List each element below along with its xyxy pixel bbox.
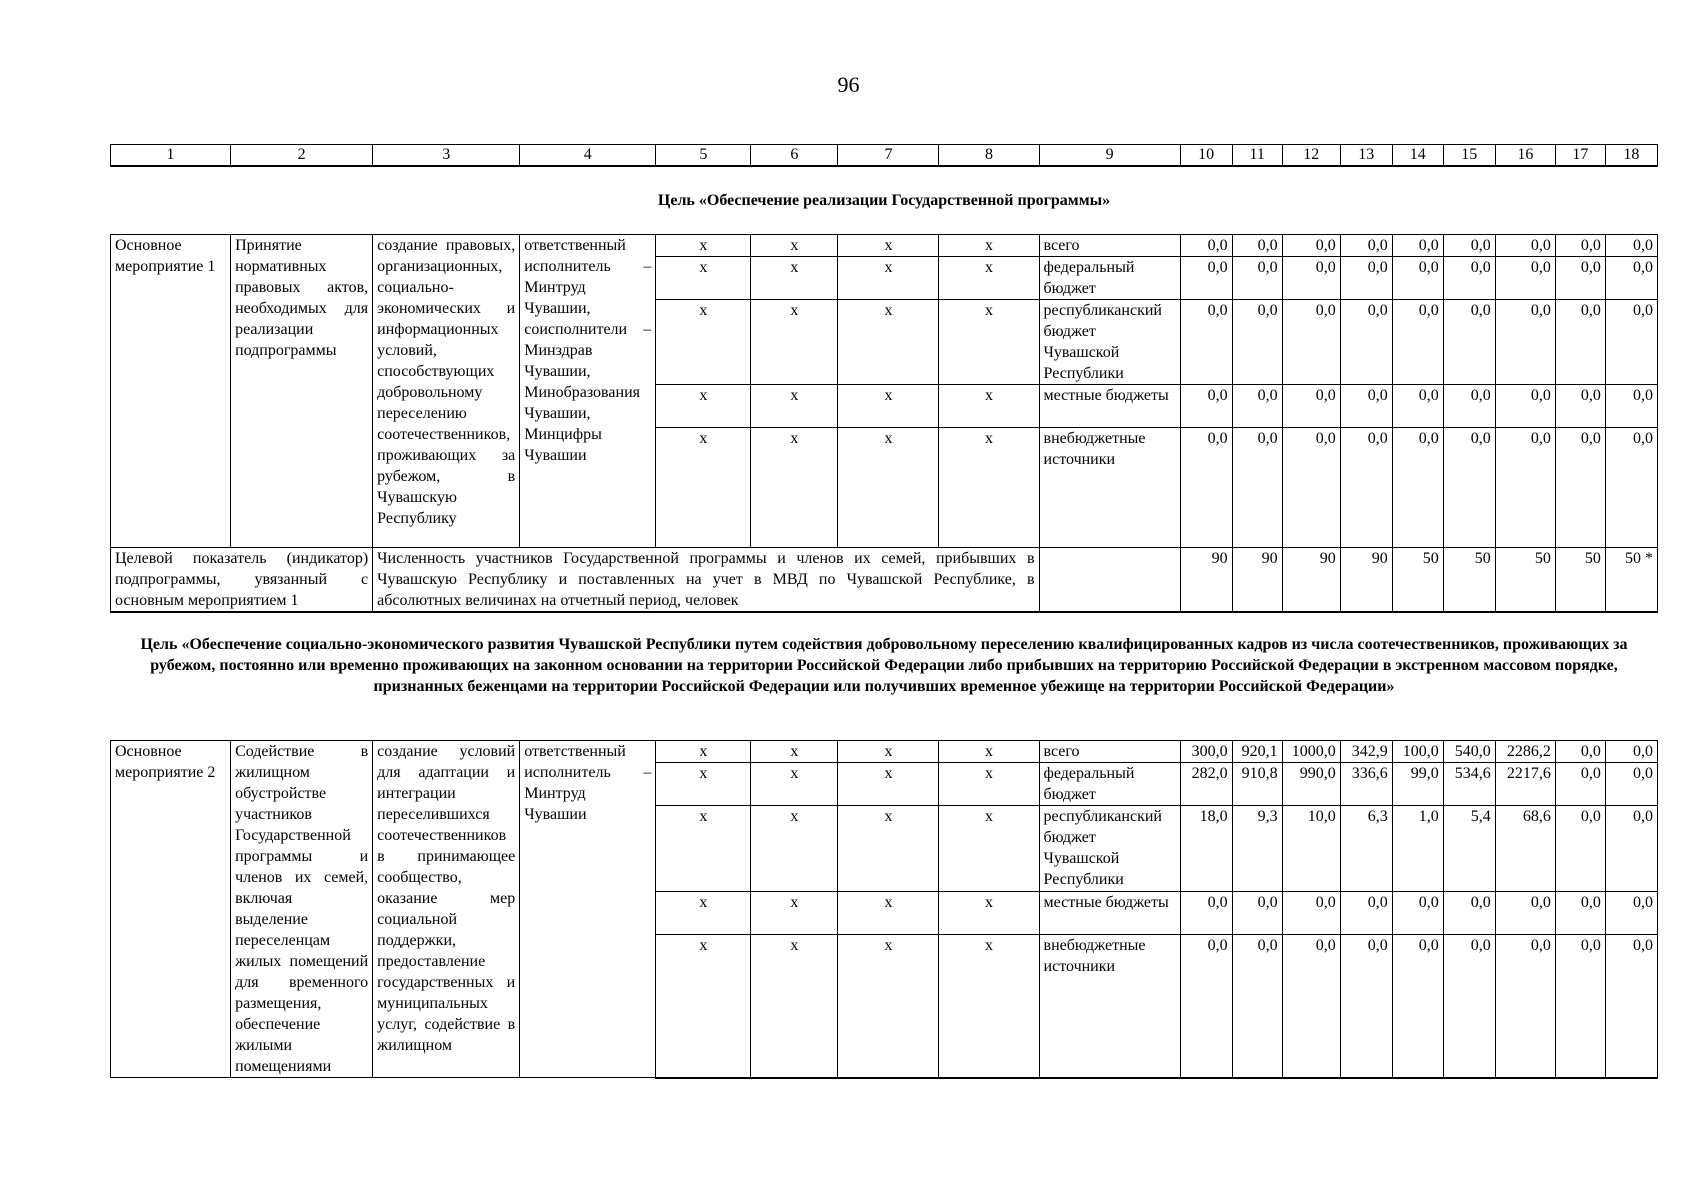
value-cell: 0,0	[1605, 300, 1657, 385]
value-cell: 540,0	[1443, 741, 1495, 763]
value-cell: 0,0	[1180, 385, 1232, 428]
cell-x: x	[751, 763, 838, 806]
value-cell: 0,0	[1282, 300, 1340, 385]
indicator-value: 50 *	[1605, 548, 1657, 613]
value-cell: 18,0	[1180, 806, 1232, 892]
funding-source: республиканский бюджет Чувашской Республики	[1039, 300, 1180, 385]
col-header: 18	[1605, 145, 1657, 167]
cell-x: x	[751, 741, 838, 763]
value-cell: 0,0	[1605, 806, 1657, 892]
indicator-value: 90	[1180, 548, 1232, 613]
value-cell: 0,0	[1443, 235, 1495, 257]
value-cell: 6,3	[1340, 806, 1392, 892]
cell-x: x	[656, 935, 751, 1078]
value-cell: 0,0	[1605, 741, 1657, 763]
value-cell: 0,0	[1392, 935, 1443, 1078]
value-cell: 920,1	[1232, 741, 1282, 763]
value-cell: 1,0	[1392, 806, 1443, 892]
activity-name: Основное мероприятие 1	[111, 235, 231, 548]
col-header: 4	[520, 145, 656, 167]
value-cell: 2286,2	[1495, 741, 1555, 763]
value-cell: 0,0	[1495, 257, 1555, 300]
cell-x: x	[656, 428, 751, 548]
value-cell: 0,0	[1443, 385, 1495, 428]
value-cell: 0,0	[1180, 935, 1232, 1078]
value-cell: 336,6	[1340, 763, 1392, 806]
cell-x: x	[656, 806, 751, 892]
cell-x: x	[838, 257, 939, 300]
cell-x: x	[751, 257, 838, 300]
value-cell: 0,0	[1282, 428, 1340, 548]
value-cell: 0,0	[1555, 385, 1605, 428]
value-cell: 0,0	[1392, 385, 1443, 428]
value-cell: 0,0	[1232, 257, 1282, 300]
value-cell: 0,0	[1392, 428, 1443, 548]
funding-source: местные бюджеты	[1039, 385, 1180, 428]
indicator-empty	[1039, 548, 1180, 613]
col-header: 10	[1180, 145, 1232, 167]
value-cell: 0,0	[1232, 428, 1282, 548]
cell-x: x	[939, 763, 1039, 806]
cell-x: x	[656, 385, 751, 428]
value-cell: 0,0	[1282, 235, 1340, 257]
cell-x: x	[939, 300, 1039, 385]
cell-x: x	[751, 806, 838, 892]
cell-x: x	[838, 935, 939, 1078]
activity-1-table	[110, 234, 1658, 613]
indicator-value: 50	[1392, 548, 1443, 613]
value-cell: 0,0	[1443, 257, 1495, 300]
indicator-value: 50	[1555, 548, 1605, 613]
activity-name: Основное мероприятие 2	[111, 741, 231, 1078]
value-cell: 0,0	[1232, 385, 1282, 428]
value-cell: 0,0	[1392, 257, 1443, 300]
value-cell: 100,0	[1392, 741, 1443, 763]
value-cell: 342,9	[1340, 741, 1392, 763]
value-cell: 0,0	[1340, 428, 1392, 548]
value-cell: 534,6	[1443, 763, 1495, 806]
value-cell: 0,0	[1495, 891, 1555, 934]
activity-executor: ответственный исполнитель – Минтруд Чувашии, соисполнители – Минздрав Чувашии, Минобразования Чувашии, Минцифры Чувашии	[520, 235, 656, 548]
col-header: 13	[1340, 145, 1392, 167]
col-header: 9	[1039, 145, 1180, 167]
value-cell: 5,4	[1443, 806, 1495, 892]
cell-x: x	[656, 891, 751, 934]
cell-x: x	[838, 763, 939, 806]
col-header: 14	[1392, 145, 1443, 167]
value-cell: 0,0	[1282, 935, 1340, 1078]
col-header: 5	[656, 145, 751, 167]
value-cell: 68,6	[1495, 806, 1555, 892]
cell-x: x	[838, 235, 939, 257]
indicator-label: Целевой показатель (индикатор) подпрограммы, увязанный с основным мероприятием 1	[111, 548, 373, 613]
value-cell: 10,0	[1282, 806, 1340, 892]
funding-source: федеральный бюджет	[1039, 257, 1180, 300]
value-cell: 0,0	[1495, 385, 1555, 428]
value-cell: 2217,6	[1495, 763, 1555, 806]
col-header: 17	[1555, 145, 1605, 167]
funding-source: внебюджетные источники	[1039, 428, 1180, 548]
cell-x: x	[751, 235, 838, 257]
value-cell: 0,0	[1443, 428, 1495, 548]
cell-x: x	[939, 428, 1039, 548]
cell-x: x	[751, 385, 838, 428]
value-cell: 0,0	[1605, 935, 1657, 1078]
value-cell: 0,0	[1282, 257, 1340, 300]
indicator-value: 50	[1495, 548, 1555, 613]
funding-source: федеральный бюджет	[1039, 763, 1180, 806]
value-cell: 0,0	[1180, 428, 1232, 548]
value-cell: 0,0	[1495, 428, 1555, 548]
page-number: 96	[837, 72, 860, 97]
indicator-text: Численность участников Государственной программы и членов их семей, прибывших в Чувашскую Республику и поставленных на учет в МВД по Чувашской Республике, в абсолютных величинах на отчетный период, человек	[373, 548, 1039, 613]
value-cell: 0,0	[1555, 300, 1605, 385]
value-cell: 0,0	[1392, 235, 1443, 257]
value-cell: 0,0	[1605, 385, 1657, 428]
value-cell: 0,0	[1180, 257, 1232, 300]
value-cell: 0,0	[1605, 257, 1657, 300]
indicator-value: 90	[1232, 548, 1282, 613]
cell-x: x	[939, 891, 1039, 934]
activity-2-table	[110, 740, 1658, 1079]
value-cell: 0,0	[1555, 806, 1605, 892]
value-cell: 300,0	[1180, 741, 1232, 763]
value-cell: 0,0	[1282, 385, 1340, 428]
activity-description: Содействие в жилищном обустройстве участников Государственной программы и членов их семей, включая выделение переселенцам жилых помещений для временного размещения, обеспечение жилыми помещениями	[231, 741, 373, 1078]
cell-x: x	[656, 300, 751, 385]
value-cell: 0,0	[1392, 300, 1443, 385]
value-cell: 282,0	[1180, 763, 1232, 806]
value-cell: 0,0	[1555, 257, 1605, 300]
cell-x: x	[751, 428, 838, 548]
value-cell: 0,0	[1605, 891, 1657, 934]
col-header: 7	[838, 145, 939, 167]
funding-source: всего	[1039, 235, 1180, 257]
value-cell: 990,0	[1282, 763, 1340, 806]
col-header: 11	[1232, 145, 1282, 167]
col-header: 8	[939, 145, 1039, 167]
cell-x: x	[656, 235, 751, 257]
value-cell: 0,0	[1495, 235, 1555, 257]
indicator-value: 90	[1282, 548, 1340, 613]
value-cell: 0,0	[1392, 891, 1443, 934]
value-cell: 0,0	[1232, 935, 1282, 1078]
value-cell: 910,8	[1232, 763, 1282, 806]
col-header: 3	[373, 145, 520, 167]
cell-x: x	[939, 806, 1039, 892]
cell-x: x	[751, 935, 838, 1078]
value-cell: 1000,0	[1282, 741, 1340, 763]
value-cell: 0,0	[1232, 300, 1282, 385]
funding-source: республиканский бюджет Чувашской Республики	[1039, 806, 1180, 892]
value-cell: 0,0	[1555, 428, 1605, 548]
value-cell: 0,0	[1495, 935, 1555, 1078]
col-header: 16	[1495, 145, 1555, 167]
value-cell: 0,0	[1443, 300, 1495, 385]
funding-source: всего	[1039, 741, 1180, 763]
value-cell: 0,0	[1180, 235, 1232, 257]
cell-x: x	[656, 763, 751, 806]
cell-x: x	[939, 235, 1039, 257]
activity-executor: ответственный исполнитель – Минтруд Чувашии	[520, 741, 656, 1078]
value-cell: 0,0	[1180, 300, 1232, 385]
value-cell: 0,0	[1605, 428, 1657, 548]
value-cell: 0,0	[1180, 891, 1232, 934]
goal-1-heading: Цель «Обеспечение реализации Государственной программы»	[657, 192, 1111, 209]
value-cell: 0,0	[1340, 935, 1392, 1078]
value-cell: 0,0	[1232, 891, 1282, 934]
value-cell: 0,0	[1555, 935, 1605, 1078]
cell-x: x	[656, 257, 751, 300]
cell-x: x	[751, 891, 838, 934]
value-cell: 0,0	[1443, 891, 1495, 934]
cell-x: x	[751, 300, 838, 385]
col-header: 6	[751, 145, 838, 167]
value-cell: 0,0	[1555, 763, 1605, 806]
funding-source: местные бюджеты	[1039, 891, 1180, 934]
cell-x: x	[838, 806, 939, 892]
cell-x: x	[939, 257, 1039, 300]
value-cell: 9,3	[1232, 806, 1282, 892]
indicator-value: 90	[1340, 548, 1392, 613]
cell-x: x	[838, 300, 939, 385]
cell-x: x	[656, 741, 751, 763]
value-cell: 0,0	[1555, 891, 1605, 934]
value-cell: 0,0	[1340, 257, 1392, 300]
cell-x: x	[939, 935, 1039, 1078]
cell-x: x	[838, 891, 939, 934]
value-cell: 0,0	[1495, 300, 1555, 385]
value-cell: 0,0	[1282, 891, 1340, 934]
indicator-value: 50	[1443, 548, 1495, 613]
value-cell: 0,0	[1605, 763, 1657, 806]
col-header: 1	[111, 145, 231, 167]
goal-2-heading: Цель «Обеспечение социально-экономического развития Чувашской Республики путем содействия добровольному переселению квалифицированных кадров из числа соотечественников, проживающих за рубежом, постоянно или временно проживающих на законном основании на территории Российской Федерации либо прибывших на территорию Российской Федерации в экстренном массовом порядке, признанных беженцами на территории Российской Федерации или получивших временное убежище на территории Российской Федерации»	[140, 636, 1628, 695]
value-cell: 0,0	[1555, 741, 1605, 763]
activity-description: Принятие нормативных правовых актов, необходимых для реализации подпрограммы	[231, 235, 373, 548]
cell-x: x	[838, 741, 939, 763]
value-cell: 0,0	[1340, 300, 1392, 385]
value-cell: 0,0	[1340, 891, 1392, 934]
value-cell: 0,0	[1232, 235, 1282, 257]
cell-x: x	[838, 428, 939, 548]
cell-x: x	[939, 741, 1039, 763]
value-cell: 99,0	[1392, 763, 1443, 806]
activity-goal: создание правовых, организационных, социально-экономических и информационных условий, способствующих добровольному переселению соотечественников, проживающих за рубежом, в Чувашскую Республику	[373, 235, 520, 548]
column-header-row	[110, 144, 1658, 167]
value-cell: 0,0	[1340, 235, 1392, 257]
value-cell: 0,0	[1443, 935, 1495, 1078]
value-cell: 0,0	[1340, 385, 1392, 428]
cell-x: x	[838, 385, 939, 428]
col-header: 15	[1443, 145, 1495, 167]
activity-goal: создание условий для адаптации и интеграции переселившихся соотечественников в принимающее сообщество, оказание мер социальной поддержки, предоставление государственных и муниципальных услуг, содействие в жилищном	[373, 741, 520, 1078]
cell-x: x	[939, 385, 1039, 428]
col-header: 2	[231, 145, 373, 167]
value-cell: 0,0	[1605, 235, 1657, 257]
col-header: 12	[1282, 145, 1340, 167]
funding-source: внебюджетные источники	[1039, 935, 1180, 1078]
value-cell: 0,0	[1555, 235, 1605, 257]
